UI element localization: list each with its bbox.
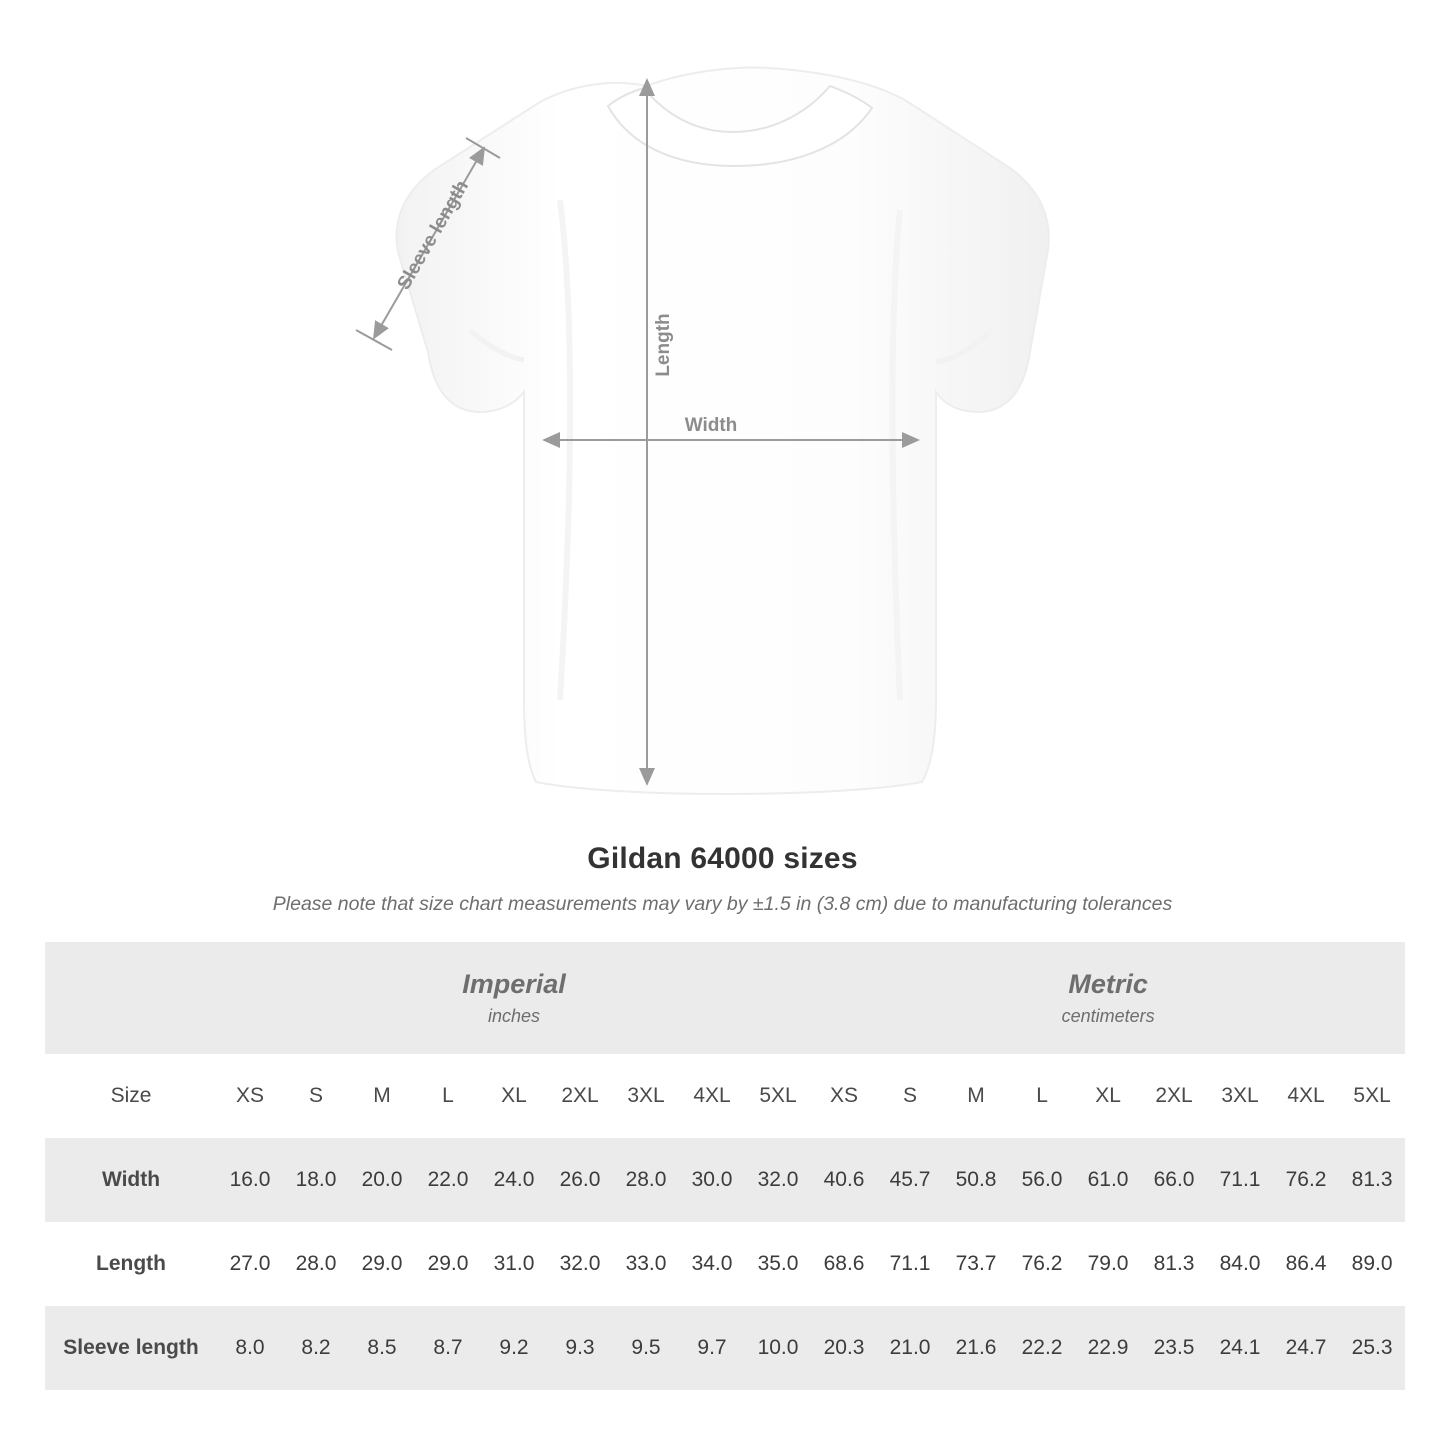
cell-length: 29.0 <box>349 1222 415 1306</box>
size-col-header: 2XL <box>547 1054 613 1138</box>
size-col-header: XS <box>217 1054 283 1138</box>
size-col-header: XL <box>481 1054 547 1138</box>
size-table <box>45 942 1405 1390</box>
cell-sleeve-length: 24.7 <box>1273 1306 1339 1390</box>
cell-length: 89.0 <box>1339 1222 1405 1306</box>
cell-width: 16.0 <box>217 1138 283 1222</box>
row-label-width: Width <box>45 1138 217 1222</box>
cell-length: 35.0 <box>745 1222 811 1306</box>
cell-width: 28.0 <box>613 1138 679 1222</box>
cell-width: 20.0 <box>349 1138 415 1222</box>
size-col-header: 3XL <box>613 1054 679 1138</box>
cell-width: 71.1 <box>1207 1138 1273 1222</box>
cell-sleeve-length: 8.5 <box>349 1306 415 1390</box>
cell-length: 76.2 <box>1009 1222 1075 1306</box>
cell-length: 79.0 <box>1075 1222 1141 1306</box>
cell-length: 32.0 <box>547 1222 613 1306</box>
size-col-header: 2XL <box>1141 1054 1207 1138</box>
cell-sleeve-length: 20.3 <box>811 1306 877 1390</box>
cell-length: 29.0 <box>415 1222 481 1306</box>
row-label-sleeve-length: Sleeve length <box>45 1306 217 1390</box>
unit-group-imperial-name: Imperial <box>462 968 566 999</box>
size-col-header: L <box>415 1054 481 1138</box>
size-col-header: 3XL <box>1207 1054 1273 1138</box>
cell-sleeve-length: 9.7 <box>679 1306 745 1390</box>
cell-length: 31.0 <box>481 1222 547 1306</box>
cell-sleeve-length: 22.9 <box>1075 1306 1141 1390</box>
size-header-row <box>45 1054 1405 1138</box>
cell-length: 34.0 <box>679 1222 745 1306</box>
cell-sleeve-length: 9.5 <box>613 1306 679 1390</box>
cell-sleeve-length: 24.1 <box>1207 1306 1273 1390</box>
cell-width: 24.0 <box>481 1138 547 1222</box>
cell-length: 86.4 <box>1273 1222 1339 1306</box>
sleeve-length-label: Sleeve length <box>393 176 473 294</box>
cell-length: 28.0 <box>283 1222 349 1306</box>
cell-width: 40.6 <box>811 1138 877 1222</box>
cell-sleeve-length: 25.3 <box>1339 1306 1405 1390</box>
cell-width: 56.0 <box>1009 1138 1075 1222</box>
size-col-header: XS <box>811 1054 877 1138</box>
size-header-label: Size <box>45 1054 217 1138</box>
cell-length: 71.1 <box>877 1222 943 1306</box>
cell-sleeve-length: 10.0 <box>745 1306 811 1390</box>
cell-sleeve-length: 8.7 <box>415 1306 481 1390</box>
cell-width: 61.0 <box>1075 1138 1141 1222</box>
table-row <box>45 1222 1405 1306</box>
cell-length: 81.3 <box>1141 1222 1207 1306</box>
length-label: Length <box>653 313 674 377</box>
unit-header-row <box>45 942 1405 1054</box>
unit-header-spacer <box>45 942 217 1054</box>
cell-sleeve-length: 22.2 <box>1009 1306 1075 1390</box>
title-block <box>0 842 1445 916</box>
size-col-header: 4XL <box>679 1054 745 1138</box>
cell-sleeve-length: 23.5 <box>1141 1306 1207 1390</box>
cell-width: 32.0 <box>745 1138 811 1222</box>
cell-length: 73.7 <box>943 1222 1009 1306</box>
cell-sleeve-length: 8.2 <box>283 1306 349 1390</box>
cell-sleeve-length: 9.3 <box>547 1306 613 1390</box>
cell-length: 84.0 <box>1207 1222 1273 1306</box>
cell-width: 81.3 <box>1339 1138 1405 1222</box>
unit-group-imperial <box>217 942 811 1054</box>
size-col-header: 4XL <box>1273 1054 1339 1138</box>
size-col-header: 5XL <box>1339 1054 1405 1138</box>
page-title: Gildan 64000 sizes <box>587 842 858 875</box>
unit-group-metric <box>811 942 1405 1054</box>
cell-length: 68.6 <box>811 1222 877 1306</box>
cell-sleeve-length: 21.6 <box>943 1306 1009 1390</box>
cell-sleeve-length: 9.2 <box>481 1306 547 1390</box>
size-col-header: XL <box>1075 1054 1141 1138</box>
size-col-header: S <box>877 1054 943 1138</box>
cell-sleeve-length: 21.0 <box>877 1306 943 1390</box>
row-label-length: Length <box>45 1222 217 1306</box>
size-col-header: M <box>943 1054 1009 1138</box>
cell-width: 18.0 <box>283 1138 349 1222</box>
size-table-wrap <box>0 942 1445 1390</box>
cell-width: 22.0 <box>415 1138 481 1222</box>
width-label: Width <box>684 415 738 436</box>
table-row <box>45 1306 1405 1390</box>
size-col-header: 5XL <box>745 1054 811 1138</box>
cell-width: 76.2 <box>1273 1138 1339 1222</box>
measurement-note: Please note that size chart measurements may vary by ±1.5 in (3.8 cm) due to manufacturing tolerances <box>272 893 1173 915</box>
unit-group-metric-name: Metric <box>1068 968 1148 999</box>
cell-width: 66.0 <box>1141 1138 1207 1222</box>
unit-group-imperial-sub: inches <box>488 1006 541 1027</box>
cell-width: 30.0 <box>679 1138 745 1222</box>
size-col-header: M <box>349 1054 415 1138</box>
cell-length: 27.0 <box>217 1222 283 1306</box>
cell-sleeve-length: 8.0 <box>217 1306 283 1390</box>
cell-width: 45.7 <box>877 1138 943 1222</box>
size-col-header: S <box>283 1054 349 1138</box>
table-row <box>45 1138 1405 1222</box>
unit-group-metric-sub: centimeters <box>1061 1006 1155 1027</box>
cell-width: 26.0 <box>547 1138 613 1222</box>
cell-width: 50.8 <box>943 1138 1009 1222</box>
cell-length: 33.0 <box>613 1222 679 1306</box>
size-col-header: L <box>1009 1054 1075 1138</box>
